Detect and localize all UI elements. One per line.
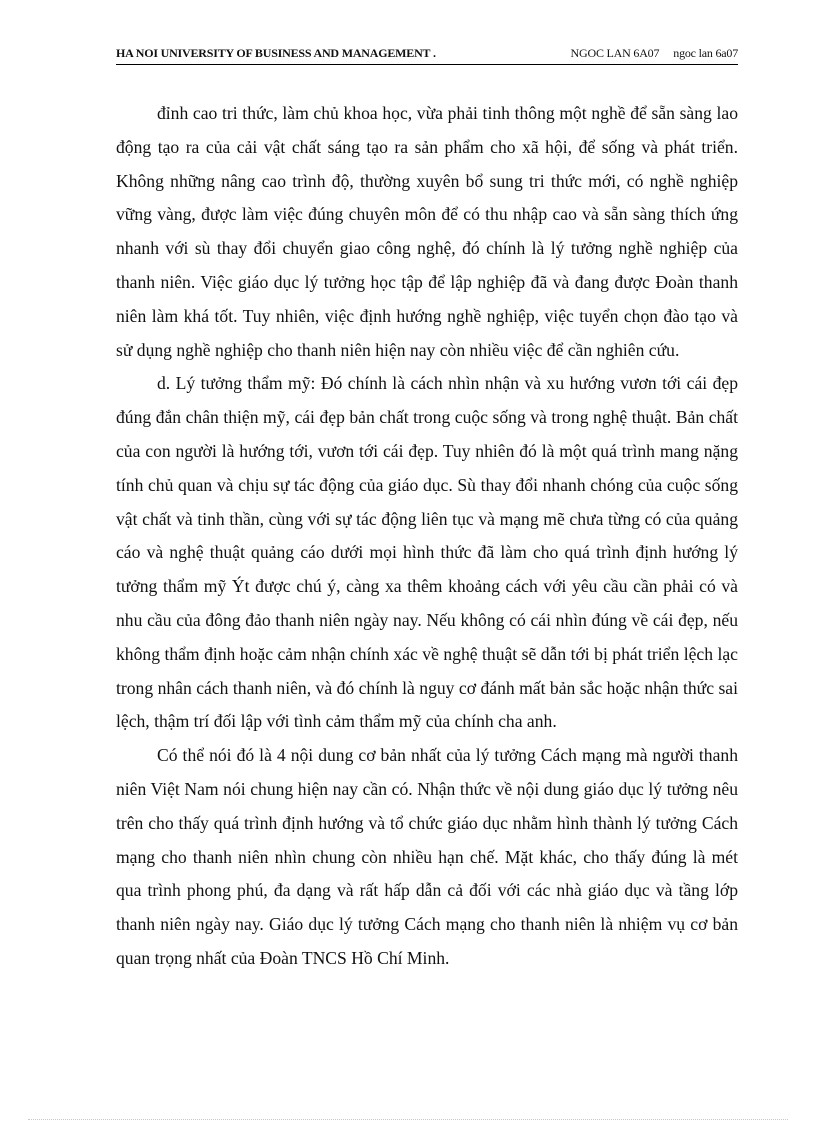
paragraph-conclusion: Có thể nói đó là 4 nội dung cơ bản nhất của lý tưởng Cách mạng mà người thanh niên Việt Nam nói chung hiện nay cần có. Nhận thức về nội dung giáo dục lý tưởng nêu trên cho thấy quá trình định hướng và tổ chức giáo dục nhằm hình thành lý tưởng Cách mạng cho thanh niên nhìn chung còn nhiều hạn chế. Mặt khác, cho thấy đúng là mét qua trình phong phú, đa dạng và rất hấp dẫn cả đối với các nhà giáo dục và tầng lớp thanh niên ngày nay. Giáo dục lý tưởng Cách mạng cho thanh niên là nhiệm vụ cơ bản quan trọng nhất của Đoàn TNCS Hồ Chí Minh. xyxy=(116,745,738,968)
paragraph-career-ideal: đỉnh cao tri thức, làm chủ khoa học, vừa phải tinh thông một nghề để sẵn sàng lao động tạo ra của cải vật chất sáng tạo ra sản phẩm cho xã hội, để sống và phát triển. Không những nâng cao trình độ, thường xuyên bổ sung tri thức mới, có nghề nghiệp vững vàng, được làm việc đúng chuyên môn để có thu nhập cao và sẵn sàng thích ứng nhanh với sù thay đổi chuyển giao công nghệ, đó chính là lý tưởng nghề nghiệp của thanh niên. Việc giáo dục lý tưởng học tập để lập nghiệp đã và đang được Đoàn thanh niên làm khá tốt. Tuy nhiên, việc định hướng nghề nghiệp, việc tuyển chọn đào tạo và sử dụng nghề nghiệp cho thanh niên hiện nay còn nhiều việc để cần nghiên cứu. xyxy=(116,103,738,360)
header-author xyxy=(571,46,738,61)
header-author-name: ngoc lan 6a07 xyxy=(673,46,738,60)
header-author-code: NGOC LAN 6A07 xyxy=(570,46,660,60)
paragraph-aesthetic-ideal: d. Lý tưởng thẩm mỹ: Đó chính là cách nhìn nhận và xu hướng vươn tới cái đẹp đúng đắn chân thiện mỹ, cái đẹp bản chất trong cuộc sống và trong nghệ thuật. Bản chất của con người là hướng tới, vươn tới cái đẹp. Tuy nhiên đó là một quá trình mang nặng tính chủ quan và chịu sự tác động của giáo dục. Sù thay đổi nhanh chóng của cuộc sống vật chất và tinh thần, cùng với sự tác động liên tục và mạng mẽ chưa từng có của quảng cáo và nghệ thuật quảng cáo dưới mọi hình thức đã làm cho quá trình định hướng lý tưởng thẩm mỹ Ýt được chú ý, càng xa thêm khoảng cách với yêu cầu cần phải có và nhu cầu của đông đảo thanh niên ngày nay. Nếu không có cái nhìn đúng về cái đẹp, nếu không thẩm định hoặc cảm nhận chính xác về nghệ thuật sẽ dẫn tới bị phát triển lệch lạc trong nhân cách thanh niên, và đó chính là nguy cơ đánh mất bản sắc hoặc nhận thức sai lệch, thậm trí đối lập với tình cảm thẩm mỹ của chính cha anh. xyxy=(116,373,738,732)
header-institution: HA NOI UNIVERSITY OF BUSINESS AND MANAGEMENT . xyxy=(116,46,436,60)
page-header xyxy=(116,44,738,65)
document-body xyxy=(116,97,738,976)
page-bottom-divider xyxy=(28,1119,788,1120)
